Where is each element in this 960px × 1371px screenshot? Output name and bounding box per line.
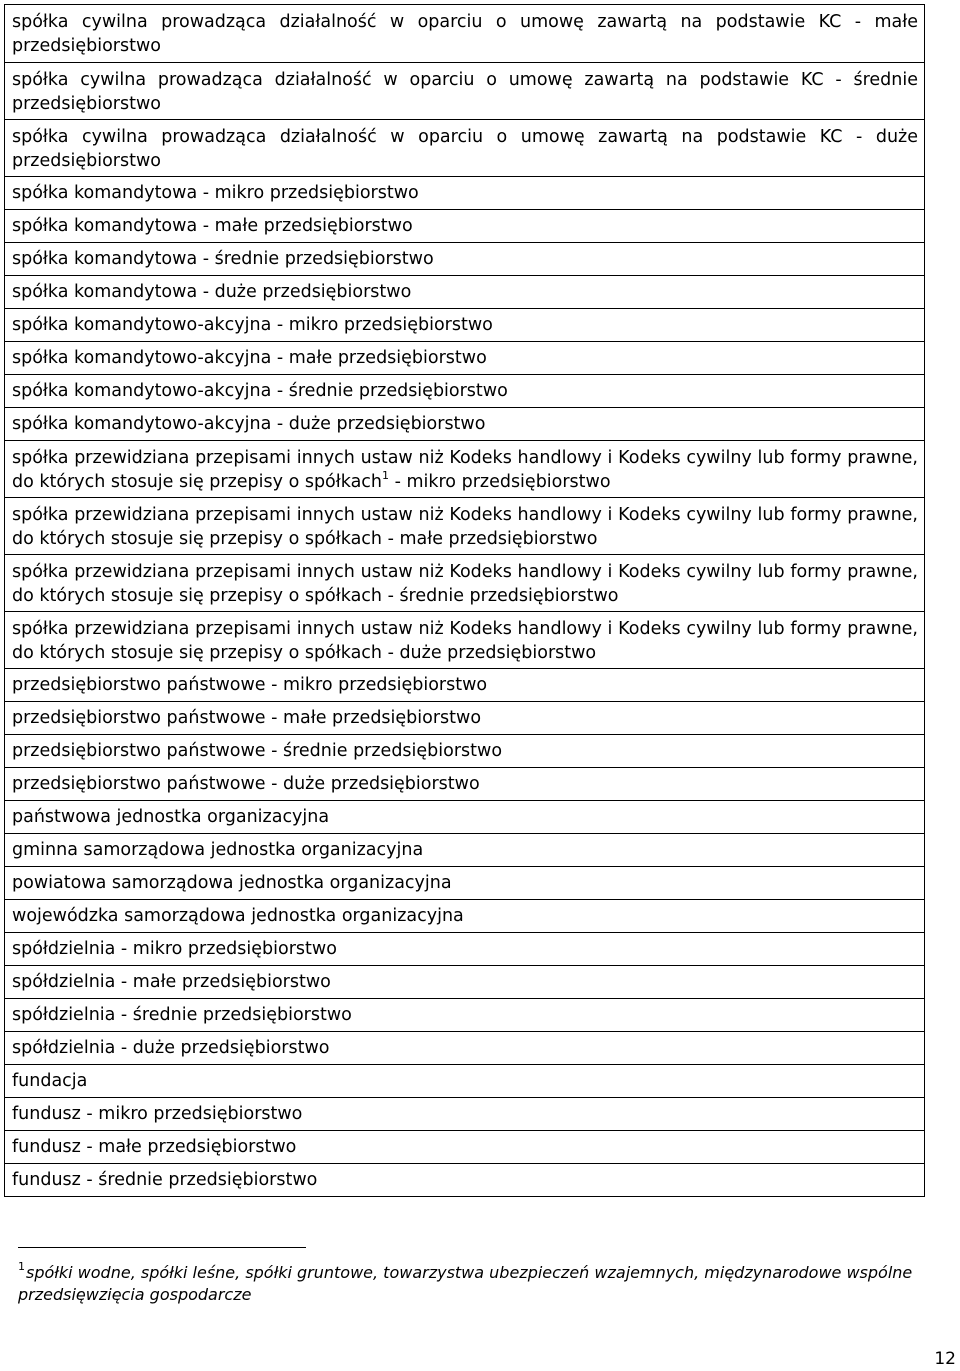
row-text (12, 1104, 302, 1124)
footnote-separator (18, 1247, 306, 1248)
table-row (5, 998, 924, 1031)
row-label: przedsiębiorstwo państwowe - mikro przedsiębiorstwo (12, 675, 488, 695)
table-row (5, 209, 924, 242)
table-row (5, 668, 924, 701)
row-text (12, 1137, 296, 1157)
table-row (5, 440, 924, 497)
table-row (5, 497, 924, 554)
row-text (12, 381, 508, 401)
table-row (5, 119, 924, 176)
row-label: spółka komandytowo-akcyjna - średnie przedsiębiorstwo (12, 381, 508, 401)
table-row (5, 554, 924, 611)
row-label: fundacja (12, 1071, 88, 1091)
row-text (12, 282, 411, 302)
row-text (12, 617, 918, 665)
row-label: spółka cywilna prowadząca działalność w oparciu o umowę zawartą na podstawie KC - duże przedsiębiorstwo (12, 127, 918, 171)
table-row (5, 1163, 924, 1196)
table-row (5, 833, 924, 866)
row-text (12, 873, 452, 893)
footnote-text: spółki wodne, spółki leśne, spółki gruntowe, towarzystwa ubezpieczeń wzajemnych, międzynarodowe wspólne przedsięwzięcia gospodarcze (18, 1263, 913, 1304)
row-label: spółka komandytowa - mikro przedsiębiorstwo (12, 183, 419, 203)
row-text (12, 906, 464, 926)
row-label: spółka komandytowa - duże przedsiębiorstwo (12, 282, 412, 302)
row-text (12, 315, 493, 335)
page-number: 12 (934, 1349, 956, 1369)
table-row (5, 800, 924, 833)
row-label: spółdzielnia - duże przedsiębiorstwo (12, 1038, 330, 1058)
row-label: spółdzielnia - mikro przedsiębiorstwo (12, 939, 337, 959)
row-label: fundusz - małe przedsiębiorstwo (12, 1137, 297, 1157)
row-label: przedsiębiorstwo państwowe - małe przedsiębiorstwo (12, 708, 482, 728)
row-text (12, 1071, 87, 1091)
row-text (12, 708, 481, 728)
row-label: fundusz - mikro przedsiębiorstwo (12, 1104, 303, 1124)
row-text (12, 840, 423, 860)
table-row (5, 767, 924, 800)
row-text (12, 939, 337, 959)
row-label: spółdzielnia - średnie przedsiębiorstwo (12, 1005, 352, 1025)
row-label: spółka cywilna prowadząca działalność w oparciu o umowę zawartą na podstawie KC - małe przedsiębiorstwo (12, 12, 918, 56)
table-row (5, 5, 924, 62)
footnote (18, 1259, 918, 1306)
table-row (5, 275, 924, 308)
row-text (12, 1038, 330, 1058)
row-label: spółka przewidziana przepisami innych ustaw niż Kodeks handlowy i Kodeks cywilny lub formy prawne, do których stosuje się przepisy o spółkach (12, 448, 918, 492)
table-row (5, 242, 924, 275)
row-label: spółka komandytowa - małe przedsiębiorstwo (12, 216, 413, 236)
row-text (12, 216, 413, 236)
row-label: przedsiębiorstwo państwowe - duże przedsiębiorstwo (12, 774, 480, 794)
row-text (12, 774, 480, 794)
row-text (12, 807, 329, 827)
row-label: gminna samorządowa jednostka organizacyjna (12, 840, 424, 860)
row-text (12, 560, 918, 608)
row-text (12, 675, 487, 695)
row-label: spółka przewidziana przepisami innych ustaw niż Kodeks handlowy i Kodeks cywilny lub formy prawne, do których stosuje się przepisy o spółkach - średnie przedsiębiorstwo (12, 562, 918, 606)
row-text (12, 348, 487, 368)
table-row (5, 1031, 924, 1064)
row-text (12, 446, 918, 494)
table-row (5, 308, 924, 341)
row-label: państwowa jednostka organizacyjna (12, 807, 330, 827)
row-text (12, 10, 918, 58)
row-text (12, 183, 419, 203)
row-label: spółka cywilna prowadząca działalność w oparciu o umowę zawartą na podstawie KC - średnie przedsiębiorstwo (12, 70, 918, 114)
row-label: fundusz - średnie przedsiębiorstwo (12, 1170, 318, 1190)
footnote-ref: 1 (382, 469, 390, 483)
row-label: spółdzielnia - małe przedsiębiorstwo (12, 972, 331, 992)
row-text (12, 972, 331, 992)
row-label: wojewódzka samorządowa jednostka organizacyjna (12, 906, 464, 926)
table-row (5, 1130, 924, 1163)
row-text (12, 1005, 352, 1025)
row-text (12, 503, 918, 551)
table-row (5, 374, 924, 407)
row-text (12, 414, 485, 434)
row-label: spółka komandytowo-akcyjna - małe przedsiębiorstwo (12, 348, 487, 368)
table-row (5, 701, 924, 734)
row-label-suffix: - mikro przedsiębiorstwo (389, 472, 611, 492)
row-text (12, 249, 434, 269)
table-row (5, 611, 924, 668)
table-row (5, 176, 924, 209)
row-label: spółka komandytowo-akcyjna - mikro przedsiębiorstwo (12, 315, 493, 335)
table-row (5, 932, 924, 965)
row-label: spółka przewidziana przepisami innych ustaw niż Kodeks handlowy i Kodeks cywilny lub formy prawne, do których stosuje się przepisy o spółkach - duże przedsiębiorstwo (12, 619, 918, 663)
row-text (12, 68, 918, 116)
row-label: spółka przewidziana przepisami innych ustaw niż Kodeks handlowy i Kodeks cywilny lub formy prawne, do których stosuje się przepisy o spółkach - małe przedsiębiorstwo (12, 505, 918, 549)
table-row (5, 899, 924, 932)
row-text (12, 1170, 317, 1190)
table-row (5, 62, 924, 119)
table-row (5, 734, 924, 767)
table-row (5, 965, 924, 998)
entity-type-table (4, 4, 925, 1197)
table-row (5, 1097, 924, 1130)
row-label: spółka komandytowo-akcyjna - duże przedsiębiorstwo (12, 414, 486, 434)
footnote-marker: 1 (18, 1259, 25, 1273)
row-label: spółka komandytowa - średnie przedsiębiorstwo (12, 249, 434, 269)
row-text (12, 741, 502, 761)
table-row (5, 866, 924, 899)
row-text (12, 125, 918, 173)
row-label: powiatowa samorządowa jednostka organizacyjna (12, 873, 452, 893)
table-row (5, 1064, 924, 1097)
row-label: przedsiębiorstwo państwowe - średnie przedsiębiorstwo (12, 741, 503, 761)
table-row (5, 341, 924, 374)
table-row (5, 407, 924, 440)
